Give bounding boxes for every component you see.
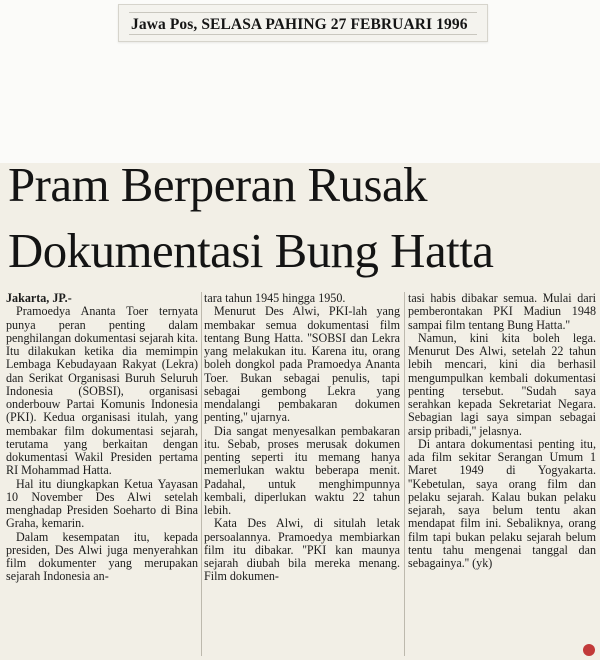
article-paragraph: Dia sangat menyesalkan pembakaran itu. Sebab, proses merusak dokumen penting seperti itu memang hanya memerlukan waktu beberapa menit. Padahal, untuk menghimpunnya kembali, diperlukan waktu 22 tahun lebih. [204,423,400,517]
article-column-2 [204,292,400,658]
article-paragraph: tara tahun 1945 hingga 1950. [204,292,346,305]
headline-line-2: Dokumentasi Bung Hatta [8,223,494,278]
article-paragraph: tasi habis dibakar semua. Mulai dari pemberontakan PKI Madiun 1948 sampai film tentang Bung Hatta.'' [408,292,596,332]
article-column-1 [6,292,198,658]
article-paragraph [6,292,198,305]
headline-line-1: Pram Berperan Rusak [8,157,428,212]
article-paragraph: Hal itu diungkapkan Ketua Yayasan 10 November Des Alwi setelah menghadap Presiden Soeharto di Bina Graha, kemarin. [6,476,198,531]
article-paragraph: Namun, kini kita boleh lega. Menurut Des Alwi, setelah 22 tahun lebih mencari, kini dia berhasil mengumpulkan kembali dokumentasi penting tersebut. ''Sudah saya serahkan kepada Sekretariat Negara. Sebagian lagi saya simpan sebagai arsip pribadi,'' jelasnya. [408,330,596,438]
article-paragraph: Di antara dokumentasi penting itu, ada film sekitar Serangan Umum 1 Maret 1949 di Yogyakarta. ''Kebetulan, saya orang film dan pelaku sejarah. Kalau bukan pelaku sejarah, saya belum tentu akan mendapat film ini. Sebaliknya, orang film tapi bukan pelaku sejarah belum tentu tahu mengenai tanggal dan sebagainya.'' (yk) [408,436,596,570]
article-paragraph: Pramoedya Ananta Toer ternyata punya peran penting dalam penghilangan dokumentasi sejarah kita. Itu dilakukan ketika dia memimpin Lembaga Kebudayaan Rakyat (Lekra) dan Serikat Organisasi Buruh Seluruh Indonesia (SOBSI), organisasi onderbouw Partai Komunis Indonesia (PKI). Kedua organisasi itulah, yang membakar film dokumentasi sejarah, terutama yang berkaitan dengan dokumentasi Wakil Presiden pertama RI Mohammad Hatta. [6,304,198,478]
red-mark [583,644,595,656]
article-paragraph: Kata Des Alwi, di situlah letak persoalannya. Pramoedya membiarkan film itu dibakar. ''PKI kan maunya sejarah diubah bila mereka menang. Film dokumen- [204,516,400,584]
dateline: Jakarta, JP.- [6,292,72,305]
source-label: Jawa Pos, SELASA PAHING 27 FEBRUARI 1996 [131,16,468,33]
label-bottom-rule [129,34,477,35]
source-label-slip [118,4,488,42]
article-body [6,292,596,658]
label-top-rule [129,12,477,13]
article-paragraph: Dalam kesempatan itu, kepada presiden, Des Alwi juga menyerahkan film dokumenter yang merupakan sejarah Indonesia an- [6,529,198,584]
article-paragraph: Menurut Des Alwi, PKI-lah yang membakar semua dokumentasi film tentang Bung Hatta. ''SOBSI dan Lekra yang melakukan itu. Karena itu, orang boleh dongkol pada Pramoedya Ananta Toer. Bukan sebagai penulis, tapi sebagai gembong Lekra yang mendalangi pembakaran dokumen penting,'' ujarnya. [204,304,400,425]
article-column-3 [408,292,596,658]
